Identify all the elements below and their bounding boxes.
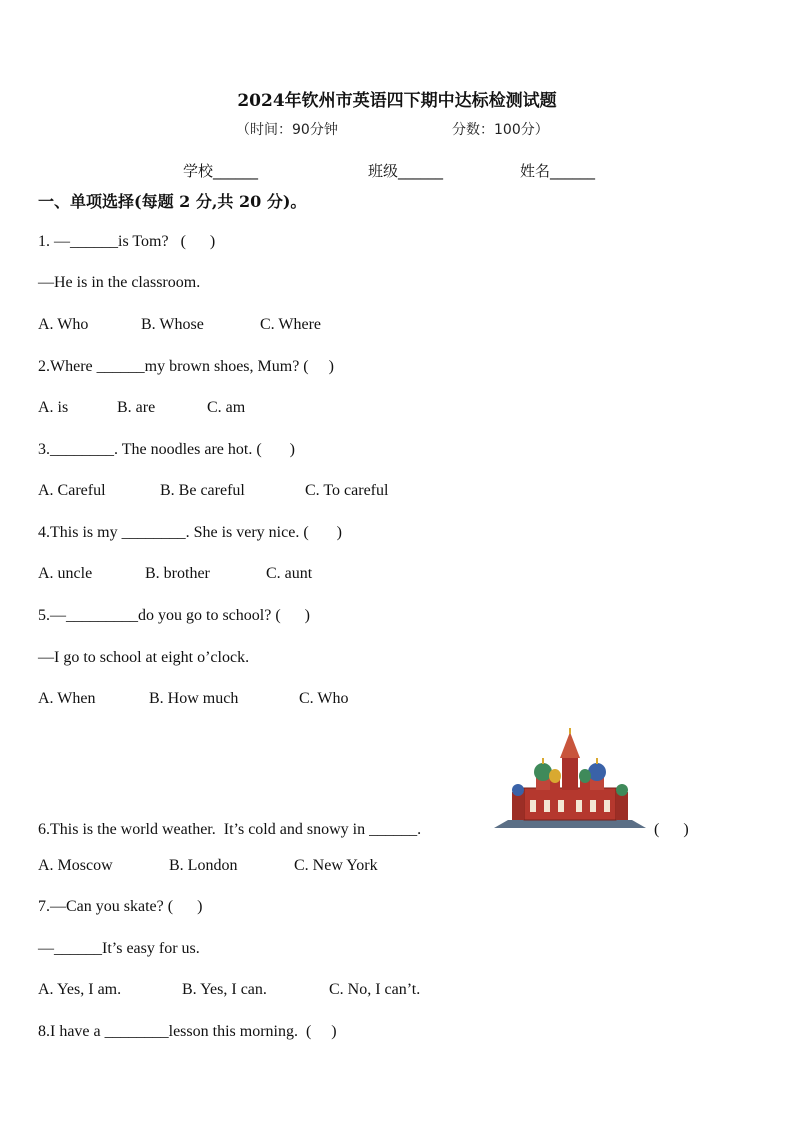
question-6-option-c: C. New York: [294, 857, 378, 874]
saint-basil-cathedral-image: [494, 728, 646, 830]
name-field: 姓名______: [520, 162, 596, 180]
question-3-option-c: C. To careful: [305, 482, 389, 499]
question-5-option-a: A. When: [38, 690, 96, 707]
question-1-option-b: B. Whose: [141, 316, 204, 333]
question-3-stem: 3.________. The noodles are hot. ( ): [38, 441, 295, 458]
question-7-option-a: A. Yes, I am.: [38, 981, 122, 998]
question-6-option-a: A. Moscow: [38, 857, 113, 874]
question-6-stem: 6.This is the world weather. It’s cold and snowy in ______.: [38, 821, 422, 838]
class-field: 班级______: [368, 162, 444, 180]
question-2-stem: 2.Where ______my brown shoes, Mum? ( ): [38, 358, 334, 375]
question-1-stem: 1. —______is Tom? ( ): [38, 233, 216, 250]
question-2-option-b: B. are: [117, 399, 156, 416]
question-6-answer-blank: ( ): [654, 821, 689, 838]
exam-score: 分数：100分）: [452, 122, 549, 138]
question-2-option-c: C. am: [207, 399, 246, 416]
question-7-option-b: B. Yes, I can.: [182, 981, 267, 998]
question-5-option-b: B. How much: [149, 690, 239, 707]
question-5-stem: 5.—_________do you go to school? ( ): [38, 607, 310, 624]
question-4-option-c: C. aunt: [266, 565, 313, 582]
question-4-stem: 4.This is my ________. She is very nice. ( ): [38, 524, 342, 541]
question-4-option-b: B. brother: [145, 565, 210, 582]
question-7-option-c: C. No, I can’t.: [329, 981, 421, 998]
question-5-option-c: C. Who: [299, 690, 349, 707]
section-heading: 一、单项选择(每题 2 分,共 20 分)。: [38, 192, 307, 211]
page-title: 2024年钦州市英语四下期中达标检测试题: [237, 91, 557, 111]
question-1-option-c: C. Where: [260, 316, 322, 333]
question-3-option-b: B. Be careful: [160, 482, 245, 499]
question-2-option-a: A. is: [38, 399, 69, 416]
question-1-answer: —He is in the classroom.: [38, 274, 201, 291]
question-7-answer: —______It’s easy for us.: [38, 940, 200, 957]
question-4-option-a: A. uncle: [38, 565, 93, 582]
question-3-option-a: A. Careful: [38, 482, 106, 499]
exam-time: （时间：90分钟: [236, 122, 338, 138]
question-5-answer: —I go to school at eight o’clock.: [38, 649, 250, 666]
question-7-stem: 7.—Can you skate? ( ): [38, 898, 203, 915]
question-6-option-b: B. London: [169, 857, 238, 874]
school-field: 学校______: [183, 162, 259, 180]
question-1-option-a: A. Who: [38, 316, 89, 333]
question-8-stem: 8.I have a ________lesson this morning. ( ): [38, 1023, 337, 1040]
